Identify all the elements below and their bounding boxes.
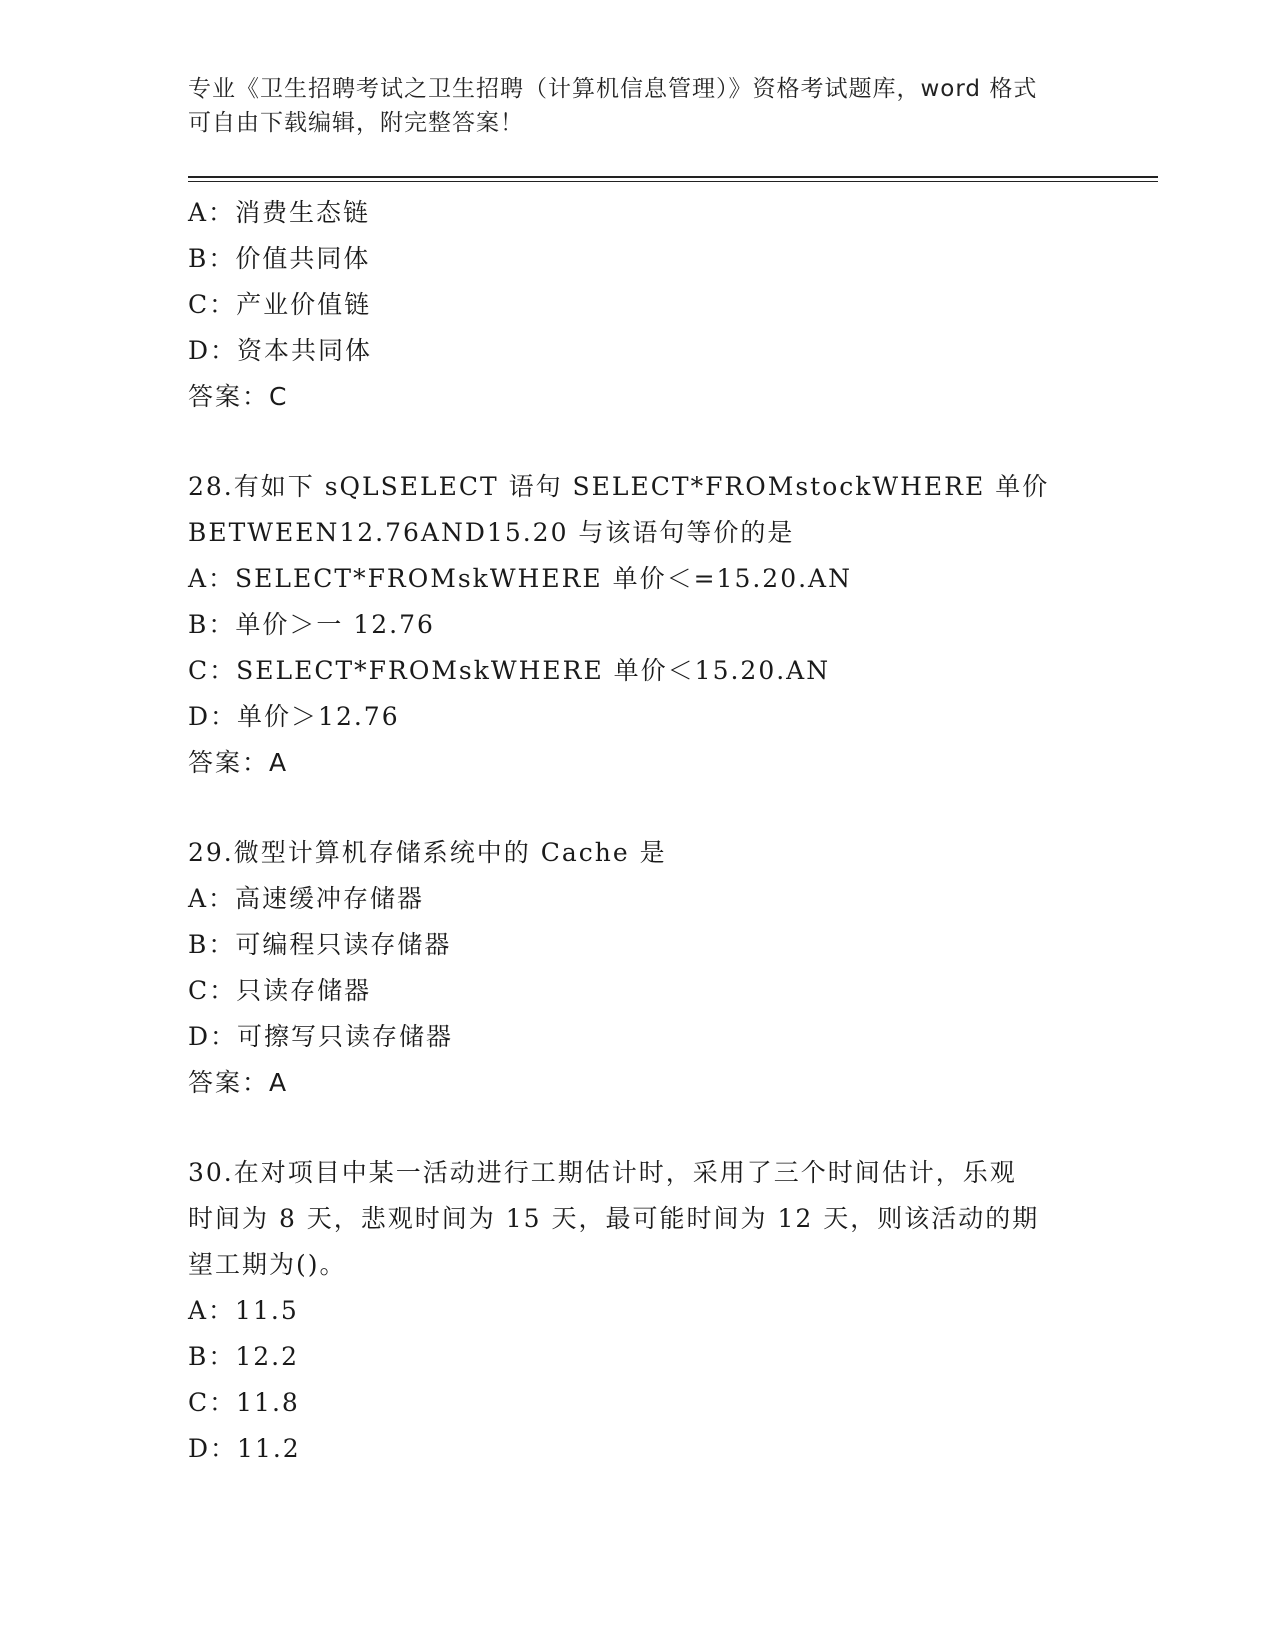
option-b: B：价值共同体: [188, 244, 371, 273]
option-c: C：11.8: [188, 1388, 300, 1417]
option-a: A：11.5: [188, 1296, 299, 1325]
question-30: [188, 1150, 1088, 1472]
answer-text: 答案：A: [188, 748, 289, 777]
option-b: B：单价＞一 12.76: [188, 610, 435, 639]
spacer: [188, 786, 1088, 830]
option-c: C：SELECT*FROMskWHERE 单价＜15.20.AN: [188, 656, 831, 685]
option-b: B：可编程只读存储器: [188, 930, 452, 959]
option-a: A：SELECT*FROMskWHERE 单价＜=15.20.AN: [188, 564, 852, 593]
document-header: [188, 72, 1088, 140]
question-stem-line: 30.在对项目中某一活动进行工期估计时，采用了三个时间估计，乐观: [188, 1158, 1017, 1187]
option-c: C：产业价值链: [188, 290, 372, 319]
answer-text: 答案：C: [188, 382, 289, 411]
option-c: C：只读存储器: [188, 976, 372, 1005]
question-list: [188, 190, 1088, 1472]
option-a: A：高速缓冲存储器: [188, 884, 425, 913]
question-27: [188, 190, 1088, 420]
option-d: D：可擦写只读存储器: [188, 1022, 454, 1051]
question-29: [188, 830, 1088, 1106]
spacer: [188, 420, 1088, 464]
header-line-2: 可自由下载编辑，附完整答案！: [188, 110, 524, 136]
header-line-1: 专业《卫生招聘考试之卫生招聘（计算机信息管理）》资格考试题库，word 格式: [188, 76, 1038, 102]
option-d: D：单价＞12.76: [188, 702, 400, 731]
header-divider-thin: [188, 181, 1158, 182]
question-stem-line: 28.有如下 sQLSELECT 语句 SELECT*FROMstockWHERE 单价: [188, 472, 1050, 501]
question-stem-line: 29.微型计算机存储系统中的 Cache 是: [188, 838, 667, 867]
option-b: B：12.2: [188, 1342, 300, 1371]
question-28: [188, 464, 1088, 786]
header-divider-thick: [188, 176, 1158, 178]
question-stem-line: 望工期为()。: [188, 1250, 347, 1279]
spacer: [188, 1106, 1088, 1150]
option-d: D：11.2: [188, 1434, 301, 1463]
option-a: A：消费生态链: [188, 198, 371, 227]
answer-text: 答案：A: [188, 1068, 289, 1097]
option-d: D：资本共同体: [188, 336, 373, 365]
question-stem-line: 时间为 8 天，悲观时间为 15 天，最可能时间为 12 天，则该活动的期: [188, 1204, 1040, 1233]
question-stem-line: BETWEEN12.76AND15.20 与该语句等价的是: [188, 518, 795, 547]
